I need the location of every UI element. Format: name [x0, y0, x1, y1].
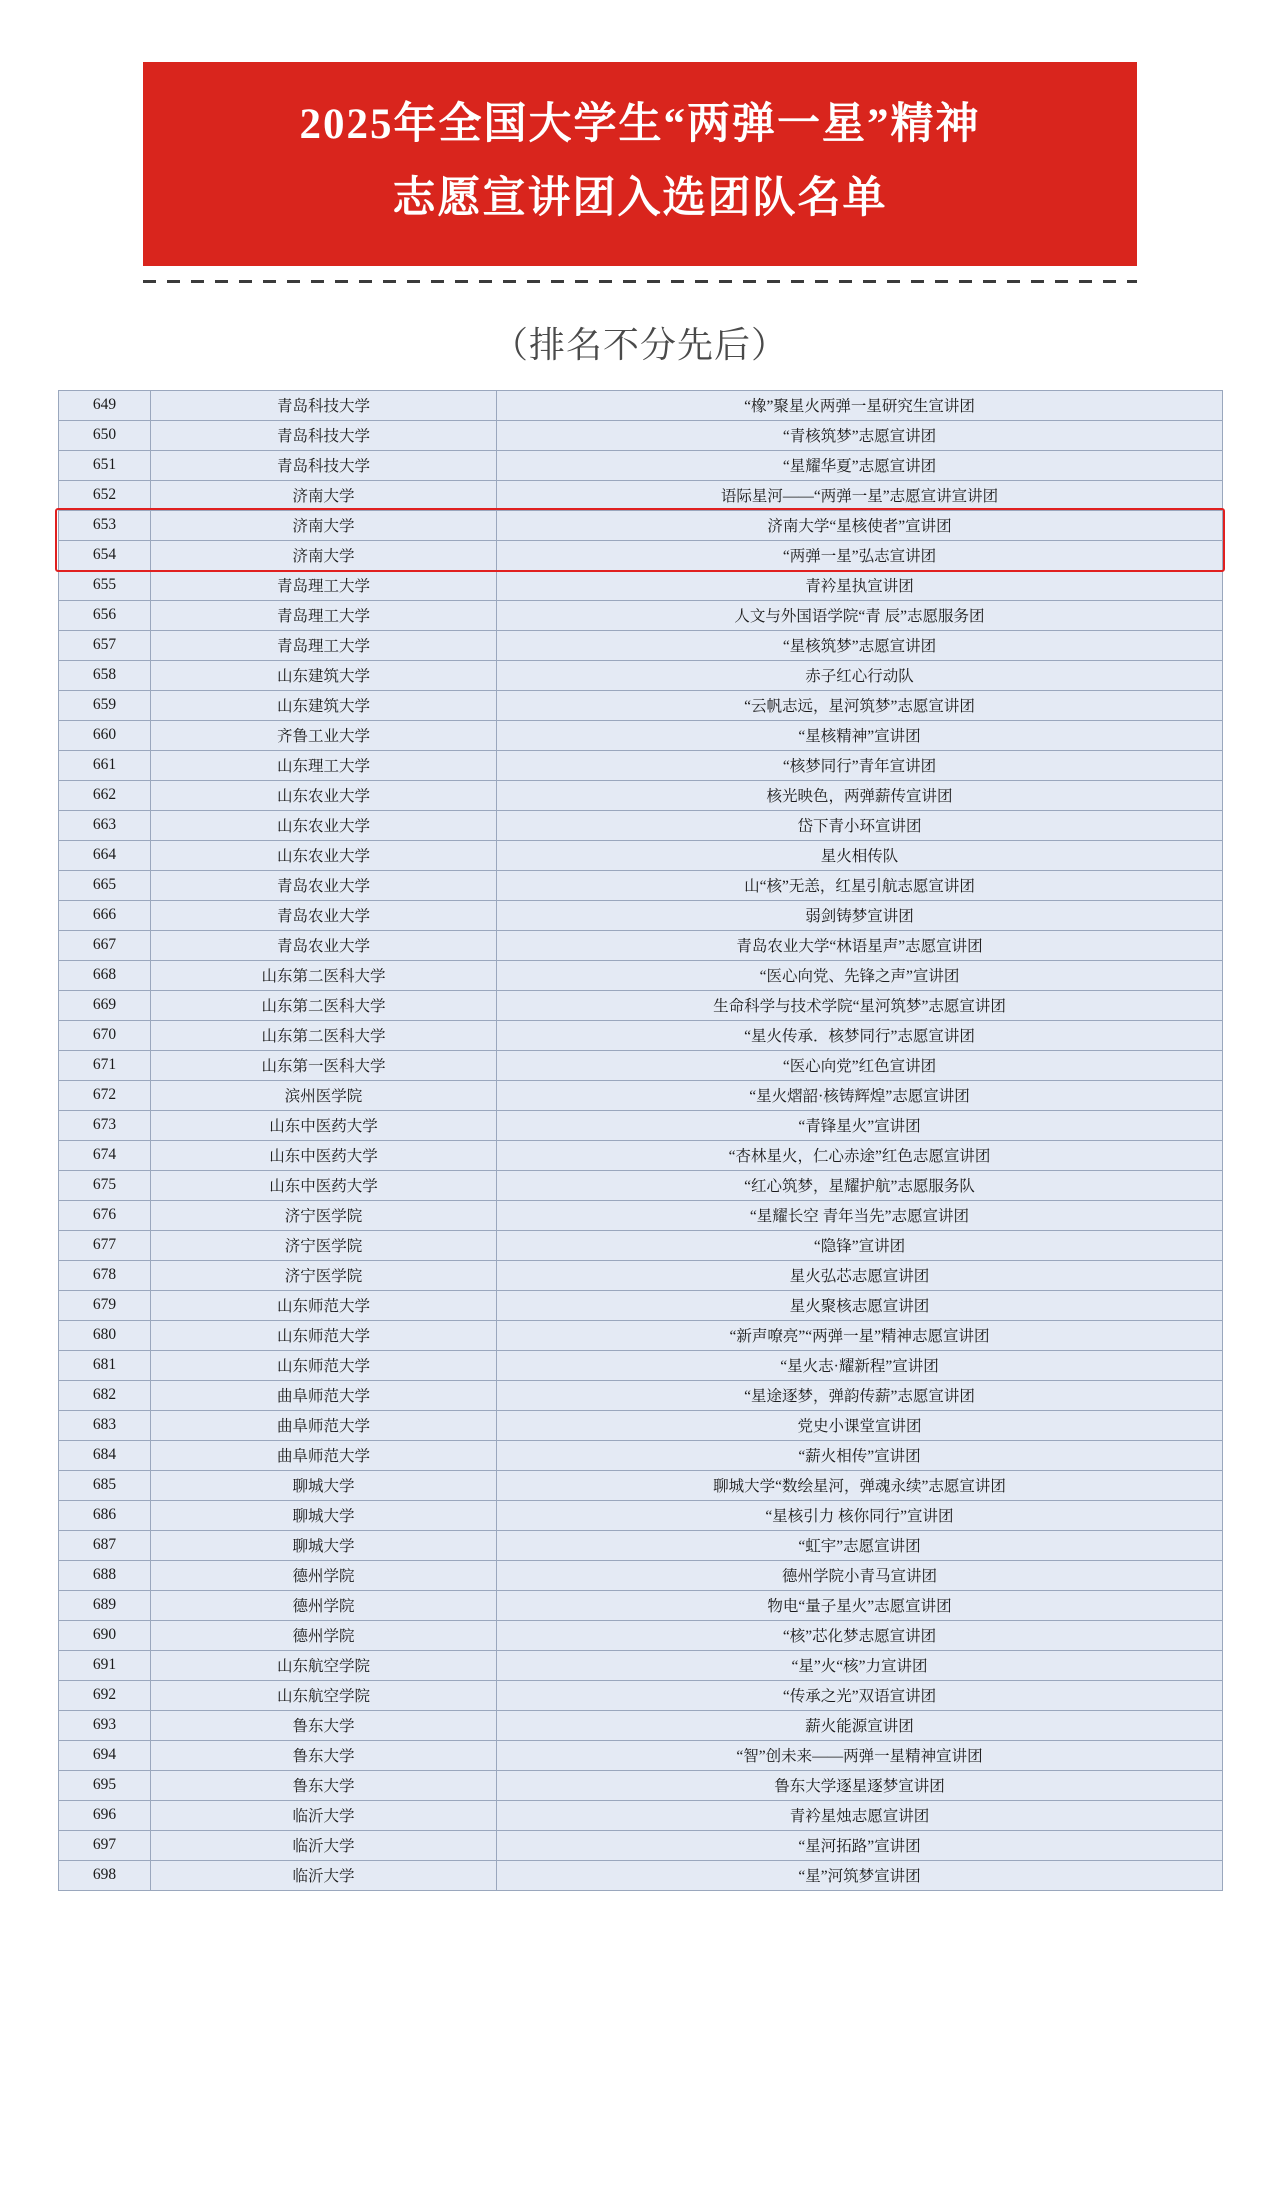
row-team-name: “青锋星火”宣讲团 — [497, 1110, 1223, 1140]
row-index: 691 — [59, 1650, 151, 1680]
row-index: 660 — [59, 720, 151, 750]
row-index: 681 — [59, 1350, 151, 1380]
team-list-table — [58, 390, 1223, 1891]
table-row — [59, 1140, 1223, 1170]
row-organization: 青岛理工大学 — [151, 600, 497, 630]
row-index: 680 — [59, 1320, 151, 1350]
row-organization: 济宁医学院 — [151, 1200, 497, 1230]
row-index: 678 — [59, 1260, 151, 1290]
row-index: 654 — [59, 540, 151, 570]
row-organization: 山东第二医科大学 — [151, 990, 497, 1020]
table-row — [59, 1470, 1223, 1500]
row-index: 661 — [59, 750, 151, 780]
table-row — [59, 480, 1223, 510]
row-index: 676 — [59, 1200, 151, 1230]
row-organization: 山东建筑大学 — [151, 690, 497, 720]
row-organization: 曲阜师范大学 — [151, 1410, 497, 1440]
row-team-name: “传承之光”双语宣讲团 — [497, 1680, 1223, 1710]
row-index: 684 — [59, 1440, 151, 1470]
row-organization: 青岛科技大学 — [151, 390, 497, 420]
row-team-name: “星途逐梦，弹韵传薪”志愿宣讲团 — [497, 1380, 1223, 1410]
row-team-name: 聊城大学“数绘星河，弹魂永续”志愿宣讲团 — [497, 1470, 1223, 1500]
row-team-name: 赤子红心行动队 — [497, 660, 1223, 690]
table-row — [59, 1320, 1223, 1350]
table-row — [59, 960, 1223, 990]
row-team-name: “薪火相传”宣讲团 — [497, 1440, 1223, 1470]
row-index: 659 — [59, 690, 151, 720]
row-index: 657 — [59, 630, 151, 660]
team-list-table-wrap — [58, 390, 1222, 1891]
row-index: 672 — [59, 1080, 151, 1110]
row-organization: 青岛理工大学 — [151, 570, 497, 600]
row-team-name: “青核筑梦”志愿宣讲团 — [497, 420, 1223, 450]
table-row — [59, 630, 1223, 660]
row-index: 665 — [59, 870, 151, 900]
row-index: 650 — [59, 420, 151, 450]
row-index: 669 — [59, 990, 151, 1020]
table-row — [59, 390, 1223, 420]
row-organization: 济宁医学院 — [151, 1260, 497, 1290]
team-list-body — [59, 390, 1223, 1890]
row-organization: 青岛科技大学 — [151, 450, 497, 480]
row-team-name: 人文与外国语学院“青 辰”志愿服务团 — [497, 600, 1223, 630]
row-index: 694 — [59, 1740, 151, 1770]
table-row — [59, 1650, 1223, 1680]
row-team-name: “两弹一星”弘志宣讲团 — [497, 540, 1223, 570]
row-organization: 临沂大学 — [151, 1800, 497, 1830]
table-row — [59, 870, 1223, 900]
table-row — [59, 570, 1223, 600]
table-row — [59, 1830, 1223, 1860]
row-organization: 青岛农业大学 — [151, 900, 497, 930]
row-index: 667 — [59, 930, 151, 960]
row-organization: 山东理工大学 — [151, 750, 497, 780]
table-row — [59, 1200, 1223, 1230]
row-organization: 聊城大学 — [151, 1500, 497, 1530]
row-index: 658 — [59, 660, 151, 690]
row-index: 698 — [59, 1860, 151, 1890]
table-row — [59, 1170, 1223, 1200]
row-organization: 山东农业大学 — [151, 780, 497, 810]
table-row — [59, 750, 1223, 780]
row-organization: 济南大学 — [151, 510, 497, 540]
row-team-name: 薪火能源宣讲团 — [497, 1710, 1223, 1740]
table-row — [59, 1020, 1223, 1050]
row-organization: 临沂大学 — [151, 1860, 497, 1890]
table-row — [59, 450, 1223, 480]
row-team-name: 济南大学“星核使者”宣讲团 — [497, 510, 1223, 540]
table-row — [59, 900, 1223, 930]
row-organization: 德州学院 — [151, 1560, 497, 1590]
row-team-name: 星火聚核志愿宣讲团 — [497, 1290, 1223, 1320]
document-page — [0, 62, 1280, 2194]
row-team-name: 生命科学与技术学院“星河筑梦”志愿宣讲团 — [497, 990, 1223, 1020]
row-index: 692 — [59, 1680, 151, 1710]
row-index: 682 — [59, 1380, 151, 1410]
row-organization: 德州学院 — [151, 1620, 497, 1650]
row-organization: 滨州医学院 — [151, 1080, 497, 1110]
row-team-name: “隐锋”宣讲团 — [497, 1230, 1223, 1260]
dashed-divider — [143, 280, 1137, 283]
row-index: 696 — [59, 1800, 151, 1830]
row-team-name: 语际星河——“两弹一星”志愿宣讲宣讲团 — [497, 480, 1223, 510]
table-row — [59, 420, 1223, 450]
row-organization: 济南大学 — [151, 540, 497, 570]
row-index: 690 — [59, 1620, 151, 1650]
page-subtitle: （排名不分先后） — [491, 323, 788, 365]
row-team-name: 物电“量子星火”志愿宣讲团 — [497, 1590, 1223, 1620]
row-index: 695 — [59, 1770, 151, 1800]
row-team-name: “橡”聚星火两弹一星研究生宣讲团 — [497, 390, 1223, 420]
row-index: 668 — [59, 960, 151, 990]
row-index: 675 — [59, 1170, 151, 1200]
row-team-name: “星火传承．核梦同行”志愿宣讲团 — [497, 1020, 1223, 1050]
row-index: 666 — [59, 900, 151, 930]
row-organization: 鲁东大学 — [151, 1710, 497, 1740]
row-team-name: 德州学院小青马宣讲团 — [497, 1560, 1223, 1590]
row-organization: 鲁东大学 — [151, 1770, 497, 1800]
page-title-line-1: 2025年全国大学生“两弹一星”精神 — [299, 101, 981, 148]
row-team-name: “星”火“核”力宣讲团 — [497, 1650, 1223, 1680]
row-organization: 青岛科技大学 — [151, 420, 497, 450]
title-banner — [143, 62, 1137, 266]
row-organization: 山东师范大学 — [151, 1320, 497, 1350]
row-team-name: “医心向党、先锋之声”宣讲团 — [497, 960, 1223, 990]
row-organization: 山东航空学院 — [151, 1650, 497, 1680]
row-team-name: 党史小课堂宣讲团 — [497, 1410, 1223, 1440]
row-team-name: 青衿星烛志愿宣讲团 — [497, 1800, 1223, 1830]
row-index: 685 — [59, 1470, 151, 1500]
table-row — [59, 810, 1223, 840]
row-index: 653 — [59, 510, 151, 540]
row-index: 670 — [59, 1020, 151, 1050]
row-organization: 济宁医学院 — [151, 1230, 497, 1260]
row-team-name: 核光映色，两弹薪传宣讲团 — [497, 780, 1223, 810]
table-row — [59, 1290, 1223, 1320]
row-team-name: “杏林星火，仁心赤途”红色志愿宣讲团 — [497, 1140, 1223, 1170]
table-row — [59, 1500, 1223, 1530]
row-organization: 曲阜师范大学 — [151, 1440, 497, 1470]
row-organization: 鲁东大学 — [151, 1740, 497, 1770]
table-row — [59, 1590, 1223, 1620]
row-organization: 山东第二医科大学 — [151, 1020, 497, 1050]
row-index: 683 — [59, 1410, 151, 1440]
table-row — [59, 1800, 1223, 1830]
row-organization: 山东航空学院 — [151, 1680, 497, 1710]
row-index: 662 — [59, 780, 151, 810]
row-index: 697 — [59, 1830, 151, 1860]
row-organization: 山东师范大学 — [151, 1350, 497, 1380]
row-team-name: “星核筑梦”志愿宣讲团 — [497, 630, 1223, 660]
row-organization: 山东第二医科大学 — [151, 960, 497, 990]
table-row — [59, 1440, 1223, 1470]
table-row — [59, 1110, 1223, 1140]
row-team-name: “新声嘹亮”“两弹一星”精神志愿宣讲团 — [497, 1320, 1223, 1350]
row-index: 688 — [59, 1560, 151, 1590]
table-row — [59, 1050, 1223, 1080]
row-index: 671 — [59, 1050, 151, 1080]
table-row — [59, 1410, 1223, 1440]
table-row — [59, 1860, 1223, 1890]
row-index: 677 — [59, 1230, 151, 1260]
row-team-name: “星核引力 核你同行”宣讲团 — [497, 1500, 1223, 1530]
row-index: 651 — [59, 450, 151, 480]
row-team-name: 山“核”无恙，红星引航志愿宣讲团 — [497, 870, 1223, 900]
row-team-name: 青岛农业大学“林语星声”志愿宣讲团 — [497, 930, 1223, 960]
row-team-name: 弱剑铸梦宣讲团 — [497, 900, 1223, 930]
row-team-name: “智”创未来——两弹一星精神宣讲团 — [497, 1740, 1223, 1770]
table-row — [59, 780, 1223, 810]
row-index: 655 — [59, 570, 151, 600]
table-row — [59, 1230, 1223, 1260]
table-row — [59, 930, 1223, 960]
row-index: 693 — [59, 1710, 151, 1740]
row-organization: 聊城大学 — [151, 1470, 497, 1500]
row-team-name: “红心筑梦，星耀护航”志愿服务队 — [497, 1170, 1223, 1200]
row-team-name: “星河拓路”宣讲团 — [497, 1830, 1223, 1860]
page-title-line-2: 志愿宣讲团入选团队名单 — [392, 174, 888, 222]
row-organization: 临沂大学 — [151, 1830, 497, 1860]
row-index: 663 — [59, 810, 151, 840]
table-row — [59, 1530, 1223, 1560]
table-row — [59, 720, 1223, 750]
row-index: 673 — [59, 1110, 151, 1140]
table-row — [59, 990, 1223, 1020]
row-index: 686 — [59, 1500, 151, 1530]
table-row — [59, 1740, 1223, 1770]
row-organization: 山东师范大学 — [151, 1290, 497, 1320]
row-organization: 山东中医药大学 — [151, 1170, 497, 1200]
row-team-name: 星火弘芯志愿宣讲团 — [497, 1260, 1223, 1290]
row-team-name: “星耀华夏”志愿宣讲团 — [497, 450, 1223, 480]
row-team-name: “星耀长空 青年当先”志愿宣讲团 — [497, 1200, 1223, 1230]
row-index: 674 — [59, 1140, 151, 1170]
row-organization: 山东农业大学 — [151, 810, 497, 840]
row-organization: 曲阜师范大学 — [151, 1380, 497, 1410]
row-organization: 齐鲁工业大学 — [151, 720, 497, 750]
table-row — [59, 1710, 1223, 1740]
row-team-name: “虹宇”志愿宣讲团 — [497, 1530, 1223, 1560]
row-index: 649 — [59, 390, 151, 420]
table-row — [59, 690, 1223, 720]
row-organization: 聊城大学 — [151, 1530, 497, 1560]
row-organization: 青岛理工大学 — [151, 630, 497, 660]
table-row — [59, 1380, 1223, 1410]
table-row — [59, 840, 1223, 870]
row-team-name: “医心向党”红色宣讲团 — [497, 1050, 1223, 1080]
row-organization: 山东第一医科大学 — [151, 1050, 497, 1080]
row-team-name: “星核精神”宣讲团 — [497, 720, 1223, 750]
table-row — [59, 660, 1223, 690]
table-row — [59, 1260, 1223, 1290]
row-organization: 青岛农业大学 — [151, 930, 497, 960]
table-row — [59, 1620, 1223, 1650]
row-team-name: “星火熠韶·核铸辉煌”志愿宣讲团 — [497, 1080, 1223, 1110]
table-row — [59, 1350, 1223, 1380]
table-row — [59, 1560, 1223, 1590]
row-team-name: “星”河筑梦宣讲团 — [497, 1860, 1223, 1890]
table-row — [59, 1080, 1223, 1110]
table-row — [59, 1680, 1223, 1710]
table-row — [59, 540, 1223, 570]
row-organization: 山东建筑大学 — [151, 660, 497, 690]
row-index: 689 — [59, 1590, 151, 1620]
row-team-name: “云帆志远，星河筑梦”志愿宣讲团 — [497, 690, 1223, 720]
row-index: 652 — [59, 480, 151, 510]
row-organization: 青岛农业大学 — [151, 870, 497, 900]
row-organization: 山东中医药大学 — [151, 1110, 497, 1140]
row-team-name: 鲁东大学逐星逐梦宣讲团 — [497, 1770, 1223, 1800]
row-team-name: “核梦同行”青年宣讲团 — [497, 750, 1223, 780]
row-index: 664 — [59, 840, 151, 870]
table-row — [59, 600, 1223, 630]
row-team-name: 青衿星执宣讲团 — [497, 570, 1223, 600]
row-index: 656 — [59, 600, 151, 630]
row-team-name: 岱下青小环宣讲团 — [497, 810, 1223, 840]
row-organization: 山东中医药大学 — [151, 1140, 497, 1170]
row-organization: 济南大学 — [151, 480, 497, 510]
row-organization: 山东农业大学 — [151, 840, 497, 870]
row-team-name: “核”芯化梦志愿宣讲团 — [497, 1620, 1223, 1650]
row-team-name: 星火相传队 — [497, 840, 1223, 870]
row-index: 687 — [59, 1530, 151, 1560]
row-index: 679 — [59, 1290, 151, 1320]
row-team-name: “星火志·耀新程”宣讲团 — [497, 1350, 1223, 1380]
row-organization: 德州学院 — [151, 1590, 497, 1620]
table-row — [59, 510, 1223, 540]
table-row — [59, 1770, 1223, 1800]
